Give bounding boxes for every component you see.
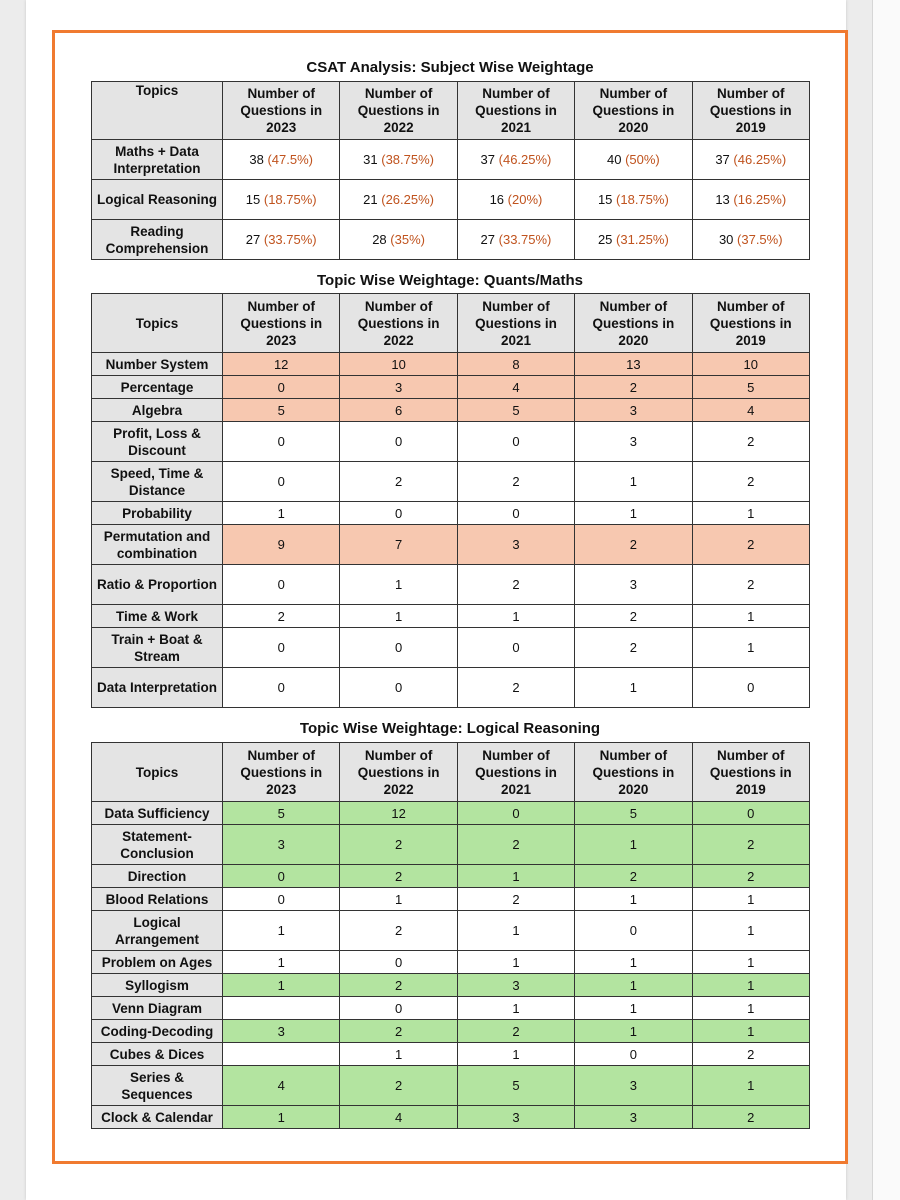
cell-value: 3 — [457, 1106, 574, 1129]
cell-value: 2 — [575, 376, 692, 399]
cell-value: 2 — [692, 525, 809, 565]
row-topic: Logical Reasoning — [92, 180, 223, 220]
row-topic: Time & Work — [92, 605, 223, 628]
percentage-value: (18.75%) — [616, 192, 669, 207]
logical-table-title: Topic Wise Weightage: Logical Reasoning — [299, 720, 601, 737]
row-topic: Syllogism — [92, 974, 223, 997]
question-count: 13 — [715, 192, 730, 207]
topics-header: Topics — [92, 294, 223, 353]
cell-value — [223, 997, 340, 1020]
cell-value: 1 — [692, 997, 809, 1020]
cell-value: 5 — [223, 399, 340, 422]
percentage-value: (26.25%) — [381, 192, 434, 207]
percentage-value: (33.75%) — [263, 232, 317, 247]
table-row — [92, 997, 810, 1020]
cell-value — [340, 220, 457, 260]
cell-value: 2 — [340, 462, 457, 502]
table-row — [92, 180, 810, 220]
table-row — [92, 1043, 810, 1066]
cell-value: 2 — [575, 865, 692, 888]
percentage-value: (31.25%) — [616, 232, 669, 247]
cell-value: 0 — [223, 668, 340, 708]
cell-value: 5 — [457, 399, 574, 422]
cell-value: 2 — [340, 1066, 457, 1106]
row-topic: Data Interpretation — [92, 668, 223, 708]
cell-value: 0 — [340, 628, 457, 668]
quants-weightage-table — [91, 293, 810, 708]
cell-value: 5 — [575, 802, 692, 825]
cell-value — [223, 140, 340, 180]
cell-value: 2 — [692, 565, 809, 605]
cell-value: 3 — [457, 974, 574, 997]
percentage-value: (38.75%) — [381, 152, 434, 167]
cell-value: 0 — [340, 997, 457, 1020]
cell-value: 1 — [692, 1020, 809, 1043]
cell-value: 1 — [457, 605, 574, 628]
cell-value: 0 — [457, 422, 574, 462]
row-topic: Number System — [92, 353, 223, 376]
row-topic: Algebra — [92, 399, 223, 422]
percentage-value: (47.5%) — [267, 152, 313, 167]
cell-value: 1 — [692, 628, 809, 668]
cell-value — [575, 180, 692, 220]
cell-value: 10 — [692, 353, 809, 376]
cell-value: 1 — [692, 974, 809, 997]
cell-value: 2 — [223, 605, 340, 628]
cell-value: 2 — [692, 462, 809, 502]
question-count: 15 — [245, 192, 261, 207]
cell-value: 0 — [223, 888, 340, 911]
cell-value — [692, 140, 809, 180]
cell-value: 0 — [223, 628, 340, 668]
cell-value: 1 — [575, 668, 692, 708]
cell-value: 4 — [457, 376, 574, 399]
cell-value: 1 — [340, 565, 457, 605]
year-header-2023: Number of Questions in 2023 — [223, 82, 340, 140]
year-header-2021: Number of Questions in 2021 — [457, 294, 574, 353]
cell-value: 12 — [223, 353, 340, 376]
cell-value: 1 — [340, 888, 457, 911]
table-row — [92, 865, 810, 888]
question-count: 16 — [489, 192, 505, 207]
row-topic: Data Sufficiency — [92, 802, 223, 825]
cell-value: 1 — [223, 1106, 340, 1129]
percentage-value: (35%) — [390, 232, 425, 247]
cell-value: 6 — [340, 399, 457, 422]
cell-value: 5 — [223, 802, 340, 825]
cell-value: 0 — [340, 422, 457, 462]
cell-value: 3 — [575, 565, 692, 605]
cell-value — [457, 140, 574, 180]
cell-value: 2 — [692, 865, 809, 888]
percentage-value: (37.5%) — [737, 232, 783, 247]
question-count: 38 — [249, 152, 264, 167]
cell-value — [223, 1043, 340, 1066]
cell-value: 2 — [340, 974, 457, 997]
table-row — [92, 911, 810, 951]
row-topic: Probability — [92, 502, 223, 525]
cell-value: 5 — [457, 1066, 574, 1106]
table-row — [92, 628, 810, 668]
percentage-value: (46.25%) — [498, 152, 552, 167]
row-topic: Speed, Time & Distance — [92, 462, 223, 502]
cell-value: 1 — [692, 951, 809, 974]
subject-weightage-table — [91, 81, 810, 260]
cell-value: 1 — [575, 951, 692, 974]
question-count: 21 — [363, 192, 378, 207]
cell-value: 1 — [575, 997, 692, 1020]
question-count: 37 — [715, 152, 730, 167]
row-topic: Direction — [92, 865, 223, 888]
cell-value — [457, 180, 574, 220]
cell-value: 0 — [223, 376, 340, 399]
cell-value: 1 — [575, 502, 692, 525]
cell-value: 2 — [457, 1020, 574, 1043]
cell-value: 2 — [692, 1043, 809, 1066]
cell-value: 2 — [340, 1020, 457, 1043]
cell-value: 10 — [340, 353, 457, 376]
percentage-value: (20%) — [507, 192, 543, 207]
row-topic: Logical Arrangement — [92, 911, 223, 951]
percentage-value: (46.25%) — [733, 152, 787, 167]
percentage-value: (50%) — [625, 152, 660, 167]
year-header-2021: Number of Questions in 2021 — [457, 743, 574, 802]
cell-value — [692, 220, 809, 260]
cell-value — [457, 220, 574, 260]
cell-value: 13 — [575, 353, 692, 376]
header-row — [92, 82, 810, 140]
cell-value — [223, 180, 340, 220]
topics-header: Topics — [92, 743, 223, 802]
year-header-2020: Number of Questions in 2020 — [575, 743, 692, 802]
cell-value: 0 — [223, 865, 340, 888]
cell-value — [340, 180, 457, 220]
cell-value: 1 — [223, 951, 340, 974]
cell-value: 0 — [575, 911, 692, 951]
year-header-2023: Number of Questions in 2023 — [223, 743, 340, 802]
question-count: 27 — [245, 232, 261, 247]
year-header-2019: Number of Questions in 2019 — [692, 82, 809, 140]
cell-value: 0 — [575, 1043, 692, 1066]
table-row — [92, 668, 810, 708]
table-row — [92, 565, 810, 605]
topics-header: Topics — [92, 82, 223, 140]
cell-value: 3 — [575, 1066, 692, 1106]
cell-value: 5 — [692, 376, 809, 399]
table-row — [92, 525, 810, 565]
percentage-value: (33.75%) — [498, 232, 552, 247]
cell-value: 0 — [457, 502, 574, 525]
cell-value: 2 — [457, 668, 574, 708]
table-row — [92, 802, 810, 825]
cell-value: 1 — [692, 502, 809, 525]
cell-value: 1 — [575, 825, 692, 865]
cell-value: 1 — [692, 911, 809, 951]
cell-value: 0 — [340, 951, 457, 974]
row-topic: Permutation and combination — [92, 525, 223, 565]
cell-value: 4 — [223, 1066, 340, 1106]
question-count: 37 — [480, 152, 496, 167]
cell-value: 3 — [575, 1106, 692, 1129]
year-header-2019: Number of Questions in 2019 — [692, 743, 809, 802]
year-header-2020: Number of Questions in 2020 — [575, 82, 692, 140]
row-topic: Blood Relations — [92, 888, 223, 911]
cell-value: 0 — [340, 502, 457, 525]
table-row — [92, 1066, 810, 1106]
header-row — [92, 294, 810, 353]
row-topic: Series & Sequences — [92, 1066, 223, 1106]
cell-value: 2 — [575, 628, 692, 668]
cell-value: 0 — [457, 628, 574, 668]
row-topic: Problem on Ages — [92, 951, 223, 974]
cell-value: 2 — [692, 422, 809, 462]
table-row — [92, 462, 810, 502]
cell-value: 2 — [340, 865, 457, 888]
cell-value: 2 — [457, 565, 574, 605]
cell-value: 4 — [340, 1106, 457, 1129]
cell-value: 12 — [340, 802, 457, 825]
cell-value: 2 — [340, 825, 457, 865]
cell-value: 1 — [575, 462, 692, 502]
table-row — [92, 974, 810, 997]
cell-value: 2 — [692, 1106, 809, 1129]
cell-value: 0 — [692, 802, 809, 825]
table-row — [92, 605, 810, 628]
cell-value: 3 — [575, 422, 692, 462]
table-row — [92, 353, 810, 376]
year-header-2022: Number of Questions in 2022 — [340, 82, 457, 140]
cell-value — [575, 220, 692, 260]
cell-value: 1 — [457, 997, 574, 1020]
table-row — [92, 825, 810, 865]
row-topic: Coding-Decoding — [92, 1020, 223, 1043]
cell-value: 3 — [223, 825, 340, 865]
cell-value: 1 — [340, 605, 457, 628]
cell-value: 2 — [457, 825, 574, 865]
cell-value: 2 — [575, 605, 692, 628]
table-row — [92, 502, 810, 525]
cell-value: 1 — [340, 1043, 457, 1066]
year-header-2022: Number of Questions in 2022 — [340, 743, 457, 802]
cell-value: 1 — [457, 1043, 574, 1066]
viewer-side-strip — [872, 0, 900, 1200]
subject-table-title: CSAT Analysis: Subject Wise Weightage — [306, 59, 594, 76]
quants-table-title: Topic Wise Weightage: Quants/Maths — [316, 272, 583, 289]
cell-value — [575, 140, 692, 180]
row-topic: Statement-Conclusion — [92, 825, 223, 865]
cell-value: 0 — [223, 422, 340, 462]
question-count: 40 — [606, 152, 622, 167]
cell-value: 1 — [223, 974, 340, 997]
cell-value: 1 — [457, 865, 574, 888]
cell-value: 0 — [692, 668, 809, 708]
cell-value: 1 — [575, 1020, 692, 1043]
cell-value: 3 — [223, 1020, 340, 1043]
cell-value: 9 — [223, 525, 340, 565]
year-header-2023: Number of Questions in 2023 — [223, 294, 340, 353]
cell-value: 0 — [340, 668, 457, 708]
year-header-2020: Number of Questions in 2020 — [575, 294, 692, 353]
cell-value: 3 — [457, 525, 574, 565]
cell-value: 1 — [223, 502, 340, 525]
question-count: 27 — [480, 232, 496, 247]
row-topic: Cubes & Dices — [92, 1043, 223, 1066]
question-count: 30 — [718, 232, 734, 247]
question-count: 28 — [372, 232, 387, 247]
year-header-2022: Number of Questions in 2022 — [340, 294, 457, 353]
row-topic: Clock & Calendar — [92, 1106, 223, 1129]
row-topic: Venn Diagram — [92, 997, 223, 1020]
cell-value: 0 — [223, 565, 340, 605]
cell-value: 0 — [223, 462, 340, 502]
cell-value: 2 — [340, 911, 457, 951]
cell-value: 2 — [692, 825, 809, 865]
table-row — [92, 1020, 810, 1043]
row-topic: Percentage — [92, 376, 223, 399]
table-row — [92, 951, 810, 974]
cell-value: 3 — [340, 376, 457, 399]
percentage-value: (16.25%) — [733, 192, 787, 207]
cell-value: 0 — [457, 802, 574, 825]
cell-value — [692, 180, 809, 220]
cell-value: 1 — [575, 888, 692, 911]
table-row — [92, 888, 810, 911]
cell-value: 1 — [692, 1066, 809, 1106]
cell-value: 1 — [692, 888, 809, 911]
cell-value: 2 — [457, 888, 574, 911]
table-row — [92, 399, 810, 422]
cell-value: 8 — [457, 353, 574, 376]
cell-value: 7 — [340, 525, 457, 565]
logical-weightage-table — [91, 742, 810, 1129]
cell-value: 2 — [457, 462, 574, 502]
row-topic: Profit, Loss & Discount — [92, 422, 223, 462]
row-topic: Reading Comprehension — [92, 220, 223, 260]
question-count: 31 — [363, 152, 378, 167]
question-count: 25 — [597, 232, 613, 247]
row-topic: Maths + Data Interpretation — [92, 140, 223, 180]
row-topic: Ratio & Proportion — [92, 565, 223, 605]
cell-value: 1 — [457, 951, 574, 974]
year-header-2019: Number of Questions in 2019 — [692, 294, 809, 353]
percentage-value: (18.75%) — [263, 192, 317, 207]
table-row — [92, 422, 810, 462]
year-header-2021: Number of Questions in 2021 — [457, 82, 574, 140]
cell-value: 1 — [457, 911, 574, 951]
header-row — [92, 743, 810, 802]
cell-value: 3 — [575, 399, 692, 422]
cell-value: 2 — [575, 525, 692, 565]
cell-value: 1 — [223, 911, 340, 951]
cell-value — [340, 140, 457, 180]
cell-value: 1 — [692, 605, 809, 628]
row-topic: Train + Boat & Stream — [92, 628, 223, 668]
table-row — [92, 140, 810, 180]
table-row — [92, 1106, 810, 1129]
table-row — [92, 220, 810, 260]
cell-value: 4 — [692, 399, 809, 422]
cell-value: 1 — [575, 974, 692, 997]
question-count: 15 — [597, 192, 613, 207]
cell-value — [223, 220, 340, 260]
table-row — [92, 376, 810, 399]
